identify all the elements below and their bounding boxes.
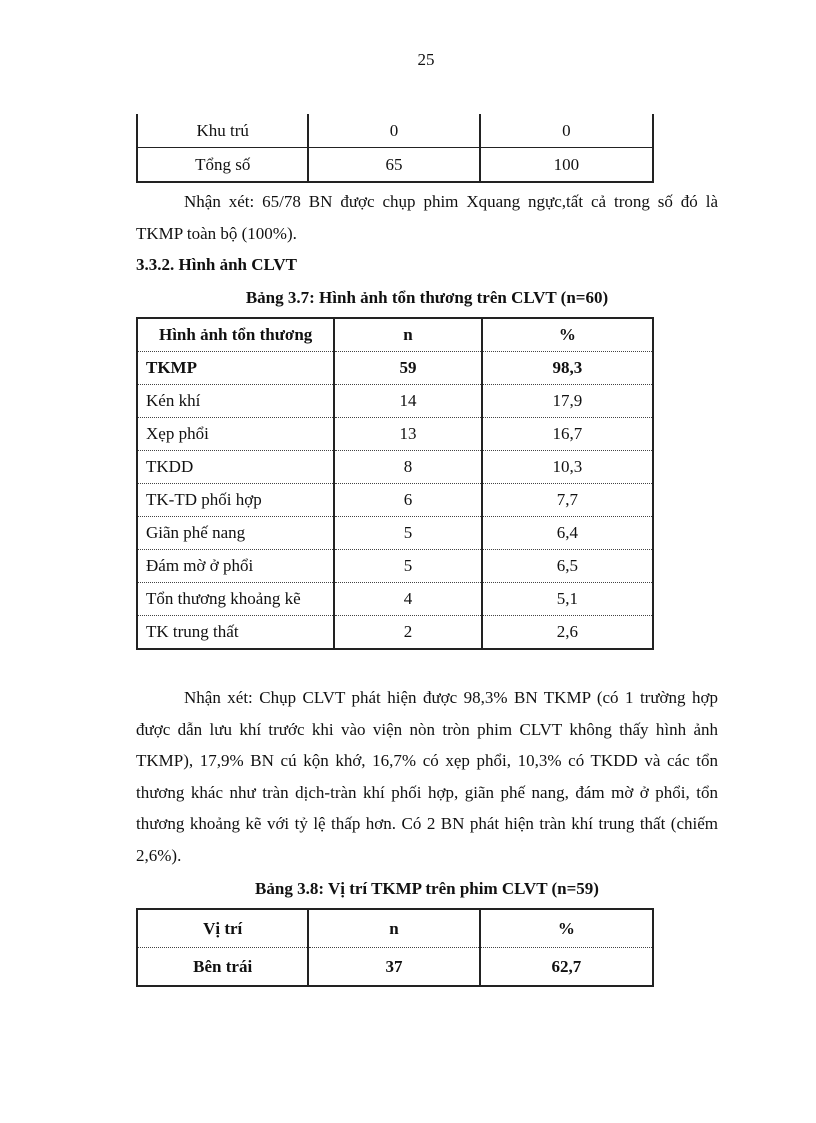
table-cell: 10,3 bbox=[482, 451, 653, 484]
table-row bbox=[137, 948, 653, 987]
table-header-cell: % bbox=[482, 318, 653, 352]
table-header-cell: n bbox=[334, 318, 481, 352]
table-cell: 14 bbox=[334, 385, 481, 418]
table-cell: Đám mờ ở phổi bbox=[137, 550, 334, 583]
table-cell: 65 bbox=[308, 148, 479, 183]
table-cell: 6,5 bbox=[482, 550, 653, 583]
table-cell: Kén khí bbox=[137, 385, 334, 418]
table-cell: 0 bbox=[308, 114, 479, 148]
table-row bbox=[137, 385, 653, 418]
remark-paragraph-2: Nhận xét: Chụp CLVT phát hiện được 98,3% BN TKMP (có 1 trường hợp được dẫn lưu khí trước khi vào viện nòn tròn phim CLVT không thấy hình ảnh TKMP), 17,9% BN cú kộn khớ, 16,7% có xẹp phổi, 10,3% có TKDD và các tổn thương khác như tràn dịch-tràn khí phối hợp, giãn phế nang, đám mờ ở phổi, tổn thương khoảng kẽ với tỷ lệ thấp hơn. Có 2 BN phát hiện tràn khí trung thất (chiếm 2,6%). bbox=[136, 688, 718, 865]
table-cell: 98,3 bbox=[482, 352, 653, 385]
table-row bbox=[137, 148, 653, 183]
table-cell: TKMP bbox=[137, 352, 334, 385]
table-header-row bbox=[137, 318, 653, 352]
table-cell: Tổn thương khoảng kẽ bbox=[137, 583, 334, 616]
table-header-cell: Hình ảnh tổn thương bbox=[137, 318, 334, 352]
table-cell: 16,7 bbox=[482, 418, 653, 451]
table-cell: 2,6 bbox=[482, 616, 653, 650]
table-row bbox=[137, 484, 653, 517]
table-3-8-caption: Bảng 3.8: Vị trí TKMP trên phim CLVT (n=59) bbox=[255, 879, 599, 898]
table-cell: 2 bbox=[334, 616, 481, 650]
table-cell: 0 bbox=[480, 114, 653, 148]
table-cell: 5 bbox=[334, 550, 481, 583]
table-3-8 bbox=[136, 908, 654, 987]
table-cell: 4 bbox=[334, 583, 481, 616]
table-cell: 6 bbox=[334, 484, 481, 517]
table-cell: TKDD bbox=[137, 451, 334, 484]
page-number: 25 bbox=[417, 50, 435, 69]
table-cell: 5 bbox=[334, 517, 481, 550]
table-cell: 17,9 bbox=[482, 385, 653, 418]
table-cell: 62,7 bbox=[480, 948, 653, 987]
table-row bbox=[137, 418, 653, 451]
table-cell: Xẹp phổi bbox=[137, 418, 334, 451]
table-cell: TK trung thất bbox=[137, 616, 334, 650]
table-row bbox=[137, 550, 653, 583]
table-cell: 59 bbox=[334, 352, 481, 385]
table-header-cell: Vị trí bbox=[137, 909, 308, 948]
table-cell: 37 bbox=[308, 948, 479, 987]
table-continued bbox=[136, 114, 654, 183]
table-header-cell: n bbox=[308, 909, 479, 948]
table-header-row bbox=[137, 909, 653, 948]
table-cell: 100 bbox=[480, 148, 653, 183]
table-cell: 8 bbox=[334, 451, 481, 484]
table-cell: TK-TD phối hợp bbox=[137, 484, 334, 517]
table-row bbox=[137, 616, 653, 650]
table-cell: Tổng số bbox=[137, 148, 308, 183]
table-3-7-caption: Bảng 3.7: Hình ảnh tổn thương trên CLVT (n=60) bbox=[245, 288, 609, 307]
table-row bbox=[137, 451, 653, 484]
table-row bbox=[137, 114, 653, 148]
table-row bbox=[137, 352, 653, 385]
table-cell: 6,4 bbox=[482, 517, 653, 550]
table-3-7 bbox=[136, 317, 654, 650]
table-row bbox=[137, 583, 653, 616]
section-heading: 3.3.2. Hình ảnh CLVT bbox=[136, 255, 297, 274]
table-cell: Khu trú bbox=[137, 114, 308, 148]
table-cell: 7,7 bbox=[482, 484, 653, 517]
table-header-cell: % bbox=[480, 909, 653, 948]
table-cell: Bên trái bbox=[137, 948, 308, 987]
remark-paragraph-1: Nhận xét: 65/78 BN được chụp phim Xquang ngực,tất cả trong số đó là TKMP toàn bộ (100%). bbox=[136, 192, 718, 243]
table-cell: 13 bbox=[334, 418, 481, 451]
table-row bbox=[137, 517, 653, 550]
table-cell: 5,1 bbox=[482, 583, 653, 616]
table-cell: Giãn phế nang bbox=[137, 517, 334, 550]
